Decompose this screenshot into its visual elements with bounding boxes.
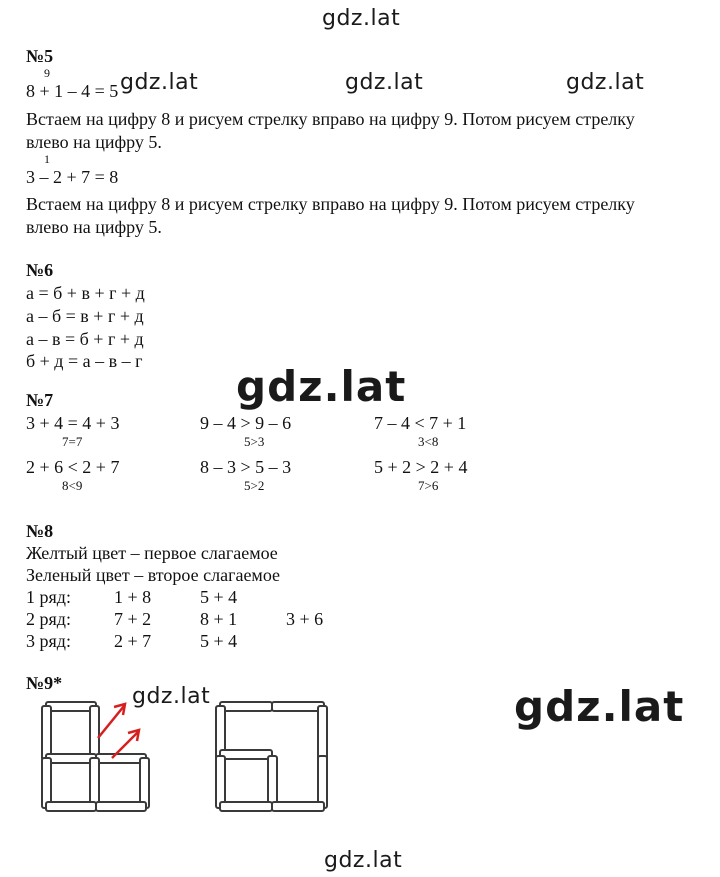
- task8-row-item: 5 + 4: [200, 631, 238, 651]
- watermark-top: gdz.lat: [322, 6, 401, 31]
- task9-heading: №9*: [26, 673, 63, 693]
- matchstick-figure-right: [214, 698, 330, 814]
- matchstick: [272, 702, 324, 711]
- matchstick: [96, 802, 146, 811]
- task7-expression: 9 – 4 > 9 – 6: [200, 413, 292, 433]
- matchstick: [46, 754, 96, 763]
- matchstick: [220, 702, 272, 711]
- watermark-big-center: gdz.lat: [236, 362, 407, 411]
- task8-row-label: 2 ряд:: [26, 609, 71, 629]
- matchstick: [220, 750, 272, 759]
- task7-expression: 5 + 2 > 2 + 4: [374, 457, 468, 477]
- watermark-4: gdz.lat: [132, 684, 211, 709]
- task8-row-item: 5 + 4: [200, 587, 238, 607]
- matchstick: [268, 756, 277, 808]
- matchstick: [318, 756, 327, 808]
- task5-equation-1: 8 + 1 – 4 = 5: [26, 81, 119, 101]
- task5-description-2-line-1: Встаем на цифру 8 и рисуем стрелку вправо на цифру 9. Потом рисуем стрелку: [26, 194, 635, 214]
- task8-green-legend: Зеленый цвет – второе слагаемое: [26, 565, 281, 585]
- watermark-3: gdz.lat: [566, 70, 645, 95]
- task5-superscript-1: 9: [44, 66, 50, 80]
- task7-heading: №7: [26, 390, 54, 410]
- task5-description-1-line-1: Встаем на цифру 8 и рисуем стрелку вправо на цифру 9. Потом рисуем стрелку: [26, 109, 635, 129]
- red-arrows: [98, 704, 139, 758]
- matchstick-figure-left: [40, 698, 152, 814]
- task7-check: 7>6: [418, 478, 439, 493]
- matchstick: [90, 706, 99, 760]
- watermark-2: gdz.lat: [345, 70, 424, 95]
- task7-check: 8<9: [62, 478, 83, 493]
- matchstick: [272, 802, 324, 811]
- task6-line: б + д = а – в – г: [26, 351, 143, 371]
- task8-row-item: 7 + 2: [114, 609, 152, 629]
- watermark-bottom: gdz.lat: [324, 848, 403, 873]
- task7-expression: 3 + 4 = 4 + 3: [26, 413, 120, 433]
- task7-expression: 2 + 6 < 2 + 7: [26, 457, 120, 477]
- watermark-1: gdz.lat: [120, 70, 199, 95]
- task5-description-1-line-2: влево на цифру 5.: [26, 132, 162, 152]
- matchstick: [318, 706, 327, 760]
- matchstick: [46, 702, 96, 711]
- matchstick: [216, 756, 225, 808]
- task8-row-item: 2 + 7: [114, 631, 152, 651]
- task8-yellow-legend: Желтый цвет – первое слагаемое: [26, 543, 278, 563]
- task7-check: 5>2: [244, 478, 265, 493]
- task6-line: а = б + в + г + д: [26, 283, 145, 303]
- task5-equation-2: 3 – 2 + 7 = 8: [26, 167, 119, 187]
- task6-line: а – б = в + г + д: [26, 306, 144, 326]
- task7-check: 3<8: [418, 434, 439, 449]
- matchstick: [90, 758, 99, 808]
- task5-description-2-line-2: влево на цифру 5.: [26, 217, 162, 237]
- matchstick: [46, 802, 96, 811]
- matchstick: [220, 802, 272, 811]
- task6-line: а – в = б + г + д: [26, 329, 144, 349]
- task7-check: 5>3: [244, 434, 265, 449]
- matchstick: [42, 706, 51, 760]
- matchstick: [140, 758, 149, 808]
- matchstick: [42, 758, 51, 808]
- task5-superscript-2: 1: [44, 152, 50, 166]
- task7-expression: 7 – 4 < 7 + 1: [374, 413, 467, 433]
- task8-row-item: 8 + 1: [200, 609, 238, 629]
- matchstick: [96, 754, 146, 763]
- watermark-big-right: gdz.lat: [514, 682, 685, 731]
- arrow-line: [98, 706, 124, 738]
- task8-row-item: 1 + 8: [114, 587, 152, 607]
- task8-heading: №8: [26, 521, 54, 541]
- task8-row-item: 3 + 6: [286, 609, 324, 629]
- task8-row-label: 1 ряд:: [26, 587, 71, 607]
- task7-expression: 8 – 3 > 5 – 3: [200, 457, 292, 477]
- task7-check: 7=7: [62, 434, 83, 449]
- task8-row-label: 3 ряд:: [26, 631, 71, 651]
- task6-heading: №6: [26, 260, 54, 280]
- task5-heading: №5: [26, 46, 54, 66]
